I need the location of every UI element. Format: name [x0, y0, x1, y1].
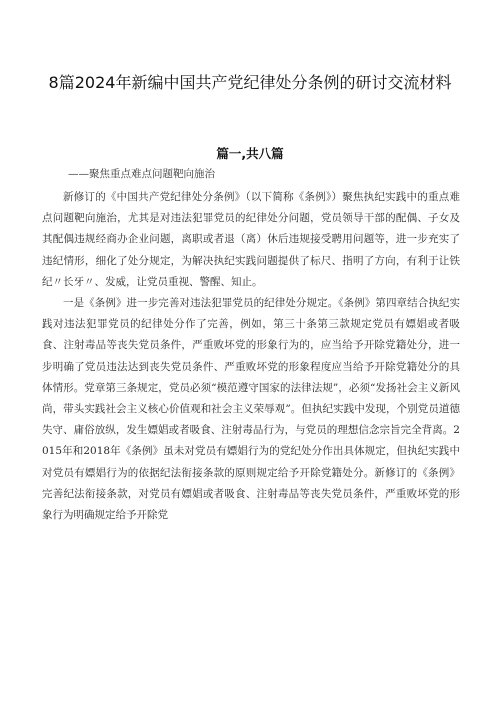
chapter-title: 篇一,共八篇	[216, 146, 284, 161]
paragraph-point-one: 一是《条例》进一步完善对违法犯罪党员的纪律处分规定。《条例》第四章结合执纪实践对违法犯罪党员的纪律处分作了完善，例如，第三十条第三款规定党员有嫖娼或者吸食、注射毒品等丧失党员条件，严重败坏党的形象行为的，应当给予开除党籍处分，进一步明确了党员违法达到丧失党员条件、严重败坏党的形象程度应当给予开除党籍处分的具体情形。党章第三条规定，党员必须“模范遵守国家的法律法规”，必须“发扬社会主义新风尚，带头实践社会主义核心价值观和社会主义荣辱观”。但执纪实践中发现，个别党员道德失守、庸俗放纵，发生嫖娼或者吸食、注射毒品行为，与党员的理想信念宗旨完全背离。2015年和2018年《条例》虽未对党员有嫖娼行为的党纪处分作出具体规定，但执纪实践中对党员有嫖娼行为的依据纪法衔接条款的原则规定给予开除党籍处分。新修订的《条例》完善纪法衔接条款，对党员有嫖娼或者吸食、注射毒品等丧失党员条件，严重败坏党的形象行为明确规定给予开除党	[42, 297, 460, 522]
document-body	[42, 187, 460, 526]
document-title: 8篇2024年新编中国共产党纪律处分条例的研讨交流材料	[48, 73, 452, 92]
document-subtitle: ——聚焦重点难点问题靶向施治	[68, 168, 215, 180]
paragraph-intro: 新修订的《中国共产党纪律处分条例》（以下简称《条例》）聚焦执纪实践中的重点难点问题靶向施治，尤其是对违法犯罪党员的纪律处分问题，党员领导干部的配偶、子女及其配偶违规经商办企业问题，离职或者退（离）休后违规接受聘用问题等，进一步充实了违纪情形，细化了处分规定，为解决执纪实践问题提供了标尺、指明了方向，有利于让铁纪〃长牙〃、发威，让党员重视、警醒、知止。	[42, 191, 460, 288]
